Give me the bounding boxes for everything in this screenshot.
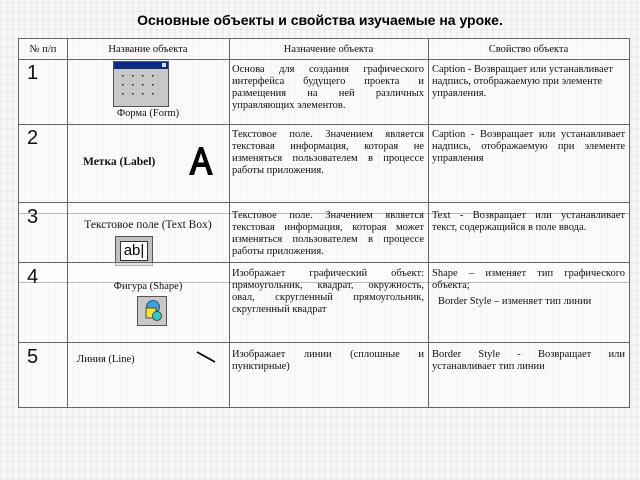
grid-line [19,59,629,60]
header-purpose: Назначение объекта [283,44,374,55]
object-purpose: Текстовое поле. Значением является текстовая информация, которая не изменяться пользователем в процессе работы приложения. [232,129,424,176]
table-bottom [18,262,630,408]
shape-icon [137,296,167,326]
object-property-shape: Shape – изменяет тип графического объекта; [432,268,625,291]
row-number: 1 [27,62,39,84]
grid-line [428,39,429,213]
object-name: Фигура (Shape) [113,281,183,292]
object-name: Линия (Line) [77,354,135,365]
row-number: 2 [27,127,39,149]
object-property: Caption - Возвращает или устанавливает надпись, отображаемую при элементе управления [432,129,625,164]
object-property: Caption - Возвращает или устанавливает надпись, отображаемую при элементе управления. [432,64,613,99]
row-number: 3 [27,206,39,228]
row-number: 4 [27,266,39,288]
form-window-icon [113,61,169,107]
grid-line [19,124,629,125]
grid-line [229,263,230,407]
grid-line [428,263,429,407]
object-property: Text - Возвращает или устанавливает текст, содержащийся в поле ввода. [432,210,625,233]
object-property: Border Style - Возвращает или устанавливает тип линии [432,349,625,372]
row-number: 5 [27,346,39,368]
line-icon [195,349,219,365]
header-num: № п/п [29,44,57,55]
object-property-borderstyle: Border Style – изменяет тип линии [438,296,592,307]
slide-title: Основные объекты и свойства изучаемые на уроке. [137,12,503,28]
label-letter-a-icon [186,143,216,177]
grid-line [229,39,230,213]
object-name: Метка (Label) [83,156,156,168]
header-property: Свойство объекта [488,44,569,55]
textbox-inner: ab| [120,241,148,261]
object-name: Форма (Form) [116,108,180,119]
object-purpose: Текстовое поле. Значением является текстовая информация, которая может изменяться пользователем в процессе работы приложения. [232,210,424,257]
header-name: Название объекта [108,44,188,55]
object-purpose: Основа для создания графического интерфейса будущего проекта и размещения на ней различных управляющих элементов. [232,64,424,111]
grid-line [19,342,629,343]
table-top [18,38,630,214]
grid-line [67,39,68,213]
object-purpose: Изображает линии (сплошные и пунктирные) [232,349,424,372]
object-name: Текстовое поле (Text Box) [84,219,212,231]
object-purpose: Изображает графический объект: прямоугольник, квадрат, окружность, овал, скругленный прямоугольник, скругленный квадрат [232,268,424,315]
